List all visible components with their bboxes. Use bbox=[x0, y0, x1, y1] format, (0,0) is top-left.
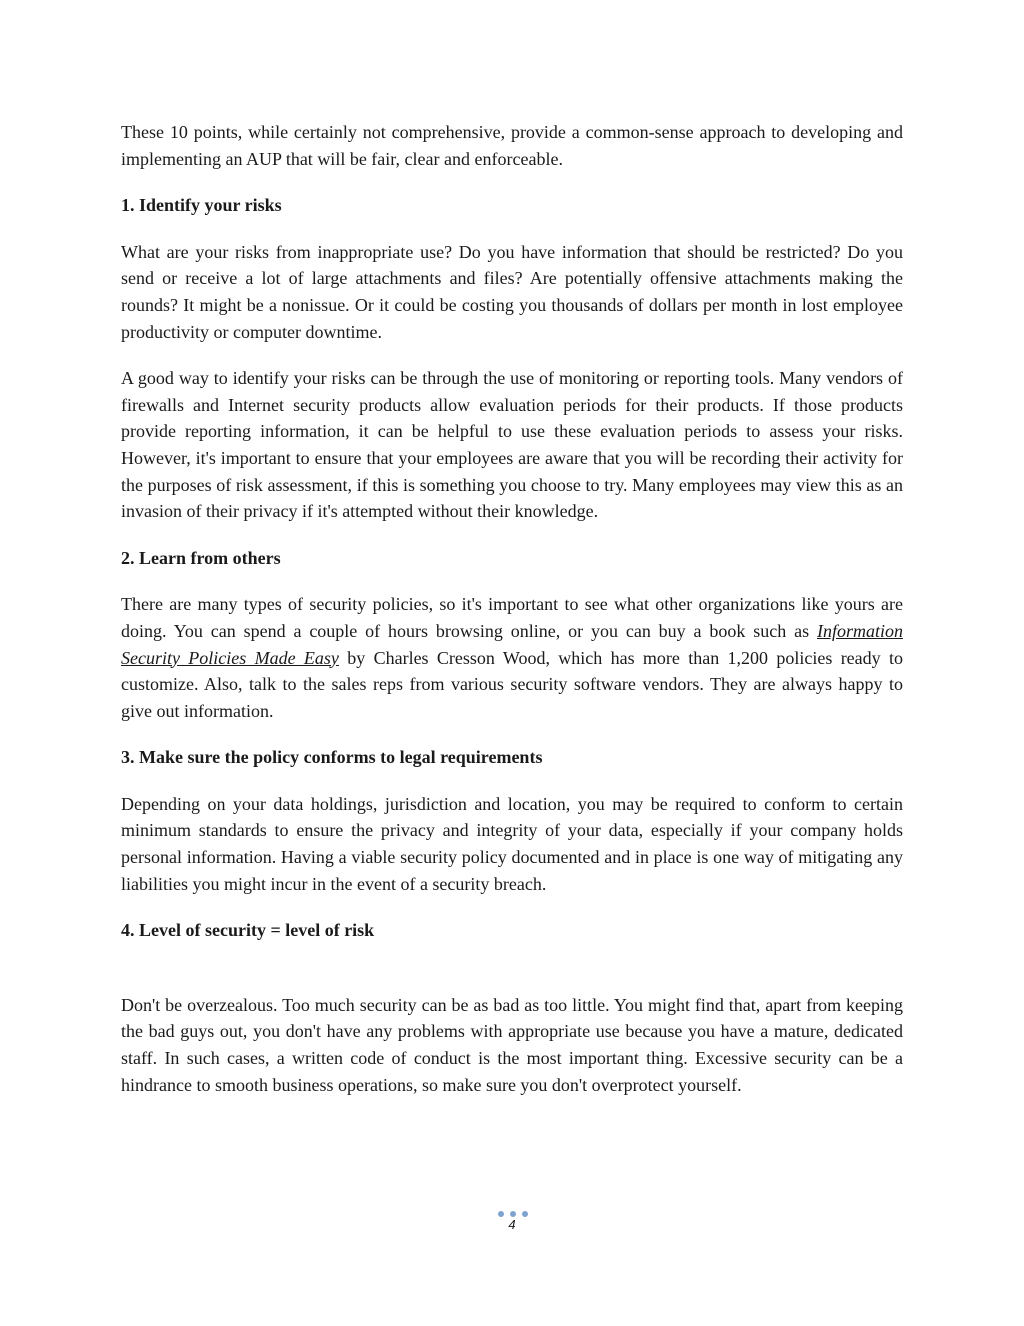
footer-dot bbox=[522, 1211, 528, 1217]
page-number: 4 bbox=[508, 1217, 516, 1232]
section-heading-legal-requirements: 3. Make sure the policy conforms to legal requirements bbox=[121, 747, 543, 768]
section-heading-identify-risks: 1. Identify your risks bbox=[121, 195, 282, 216]
paragraph-overzealous: Don't be overzealous. Too much security can be as bad as too little. You might find that, apart from keeping the bad guys out, you don't have any problems with appropriate use because you have a mature, dedicated staff. In such cases, a written code of conduct is the most important thing. Excessive security can be a hindrance to smooth business operations, so make sure you don't overprotect yourself. bbox=[121, 994, 903, 1095]
book-title-link[interactable]: Information Security Policies Made Easy bbox=[121, 620, 903, 668]
page-footer bbox=[0, 1211, 1024, 1233]
paragraph-text-after-link: by Charles Cresson Wood, which has more than 1,200 policies ready to customize. Also, talk to the sales reps from various security software vendors. They are always happy to give out information. bbox=[121, 647, 903, 721]
intro-paragraph: These 10 points, while certainly not comprehensive, provide a common-sense approach to developing and implementing an AUP that will be fair, clear and enforceable. bbox=[121, 122, 903, 169]
paragraph-learn-from-others bbox=[121, 591, 903, 724]
section-heading-level-of-security: 4. Level of security = level of risk bbox=[121, 920, 375, 941]
document-page bbox=[121, 119, 903, 1098]
footer-dot bbox=[498, 1211, 504, 1217]
paragraph-legal-requirements: Depending on your data holdings, jurisdiction and location, you may be required to conform to certain minimum standards to ensure the privacy and integrity of your data, especially if your company holds personal information. Having a viable security policy documented and in place is one way of mitigating any liabilities you might incur in the event of a security breach. bbox=[121, 793, 903, 894]
paragraph-risks-questions: What are your risks from inappropriate use? Do you have information that should be restricted? Do you send or receive a lot of large attachments and files? Are potentially offensive attachments making the rounds? It might be a nonissue. Or it could be costing you thousands of dollars per month in lost employee productivity or computer downtime. bbox=[121, 241, 903, 342]
paragraph-monitoring-tools: A good way to identify your risks can be through the use of monitoring or reporting tools. Many vendors of firewalls and Internet security products allow evaluation periods for their products. If those products provide reporting information, it can be helpful to use these evaluation periods to assess your risks. However, it's important to ensure that your employees are aware that you will be recording their activity for the purposes of risk assessment, if this is something you choose to try. Many employees may view this as an invasion of their privacy if it's attempted without their knowledge. bbox=[121, 368, 903, 522]
section-heading-learn-from-others: 2. Learn from others bbox=[121, 547, 281, 568]
paragraph-text-before-link: There are many types of security policies, so it's important to see what other organizations like yours are doing. You can spend a couple of hours browsing online, or you can buy a book such as bbox=[121, 594, 903, 641]
